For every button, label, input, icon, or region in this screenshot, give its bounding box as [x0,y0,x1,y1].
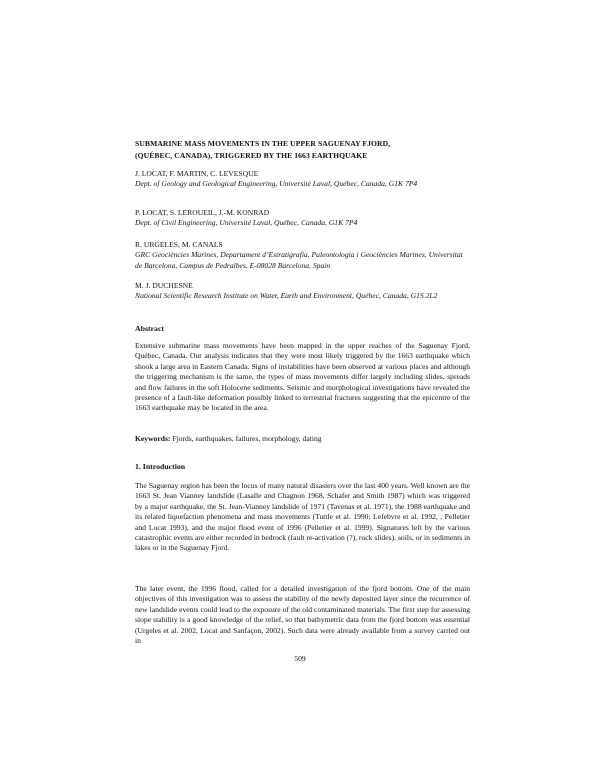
intro-paragraph-1: The Saguenay region has been the locus of many natural disasters over the last 400 years. Well known are the 1663 St. Jean Vianney landslide (Lasalle and Chagnon 1968, Schafer and Smith 1987) which was triggered by a major earthquake, the St. Jean-Vianney landslide of 1971 (Tavenas et al. 1971), the 1988 earthquake and its related liquefaction phenomena and mass movements (Tuttle et al. 1990; Lefebvre et al. 1992, , Pelletier and Locat 1993), and the major flood event of 1996 (Pelletier et al. 1999). Signatures left by the various catastrophic events are either recorded in bedrock (fault re-activation (?), rock slides), soils, or in sediments in lakes or in the Saguenay Fjord. [135,481,470,553]
author-names: P. LOCAT, S. LEROUEIL, J.-M. KONRAD [135,208,270,217]
author-block [135,208,470,229]
author-block [135,281,470,302]
title-line-1: SUBMARINE MASS MOVEMENTS IN THE UPPER SAGUENAY FJORD, [135,139,391,148]
abstract-text: Extensive submarine mass movements have been mapped in the upper reaches of the Saguenay Fjord, Québec, Canada. Our analysis indicates that they were most likely triggered by the 1663 earthquake which shook a large area in Eastern Canada. Signs of instabilities have been observed at various places and although the triggering mechanism is the same, the types of mass movements differ largely including slides, spreads and flow failures in the soft Holocene sediments. Seismic and morphological investigations have revealed the presence of a fault-like deformation possibly linked to terrestrial fractures suggesting that the epicentre of the 1663 earthquake may be located in the area. [135,341,470,413]
author-block [135,169,470,190]
intro-paragraph-2: The later event, the 1996 flood, called for a detailed investigation of the fjord bottom. One of the main objectives of this investigation was to assess the stability of the newly deposited layer since the recurrence of new landslide events could lead to the exposure of the old contaminated materials. The first step for assessing slope stability is a good knowledge of the relief, so that bathymetric data from the fjord bottom was essential (Urgeles et al. 2002, Locat and Sanfaçon, 2002). Such data were already available from a survey carried out in [135,584,470,646]
keywords-text: Fjords, earthquakes, failures, morphology, dating [172,434,322,443]
author-affiliation: Dept. of Civil Engineering, Université Laval, Québec, Canada, G1K 7P4 [135,218,358,228]
abstract-heading: Abstract [135,324,165,333]
author-affiliation: Dept. of Geology and Geological Engineering, Université Laval, Québec, Canada, G1K 7P4 [135,179,418,189]
author-names: R. URGELES, M. CANALS [135,240,223,249]
title-line-2: (QUÉBEC, CANADA), TRIGGERED BY THE 1663 EARTHQUAKE [135,150,368,160]
author-affiliation: National Scientific Research Institute on Water, Earth and Environment, Québec, Canada, G1S 2L2 [135,291,438,301]
paper-title [135,138,470,161]
author-block [135,240,470,271]
keywords-label: Keywords: [135,434,171,443]
author-names: M. J. DUCHESNE [135,281,193,290]
author-names: J. LOCAT, F. MARTIN, C. LEVESQUE [135,169,259,178]
section-heading-introduction: 1. Introduction [135,462,186,471]
page-number: 509 [294,654,306,663]
keywords [135,434,470,444]
author-affiliation: GRC Geociències Marines, Departament d’Estratigrafia, Paleontologia i Geociències Marines, Universitat de Barcelona, Campus de Pedralbes, E-08028 Barcelona, Spain [135,250,463,270]
